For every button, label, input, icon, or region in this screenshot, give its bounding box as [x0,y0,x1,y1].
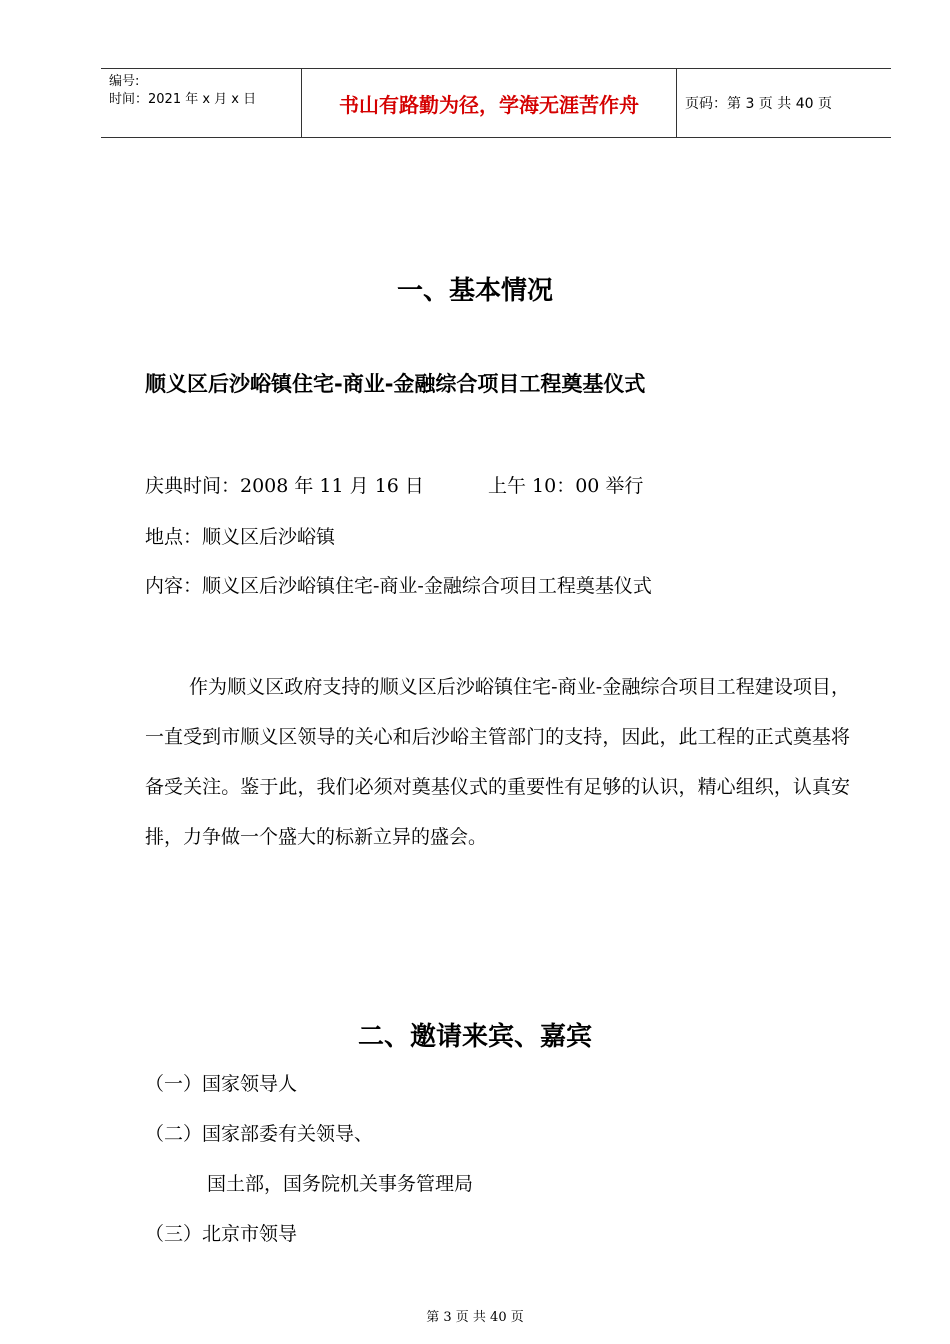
section1-subtitle: 顺义区后沙峪镇住宅-商业-金融综合项目工程奠基仪式 [145,372,646,396]
guest-item: （三）北京市领导 [145,1223,298,1245]
ceremony-time [145,471,643,498]
date-line: 时间：2021 年 x 月 x 日 [109,92,257,107]
page-footer: 第 3 页 共 40 页 [426,1310,524,1325]
number-label: 编号: [109,74,140,89]
motto: 书山有路勤为径，学海无涯苦作舟 [301,69,677,137]
location-line: 地点：顺义区后沙峪镇 [145,526,336,548]
content-line: 内容：顺义区后沙峪镇住宅-商业-金融综合项目工程奠基仪式 [145,575,652,597]
section2-title: 二、邀请来宾、嘉宾 [357,1022,592,1052]
header-meta [109,73,256,109]
guest-item: （一）国家领导人 [145,1073,298,1095]
intro-paragraph: 作为顺义区政府支持的顺义区后沙峪镇住宅-商业-金融综合项目工程建设项目，一直受到市顺义区领导的关心和后沙峪主管部门的支持，因此，此工程的正式奠基将备受关注。鉴于此，我们必须对奠基仪式的重要性有足够的认识，精心组织，认真安排，力争做一个盛大的标新立异的盛会。 [145,676,850,848]
ceremony-hour: 上午 10：00 举行 [488,475,644,497]
ceremony-date: 庆典时间：2008 年 11 月 16 日 [145,475,424,497]
guest-subitem: 国土部，国务院机关事务管理局 [207,1173,474,1195]
guest-item: （二）国家部委有关领导、 [145,1123,374,1145]
section1-title: 一、基本情况 [396,276,553,306]
page-info: 页码：第 3 页 共 40 页 [685,96,832,112]
page-header [101,68,891,138]
